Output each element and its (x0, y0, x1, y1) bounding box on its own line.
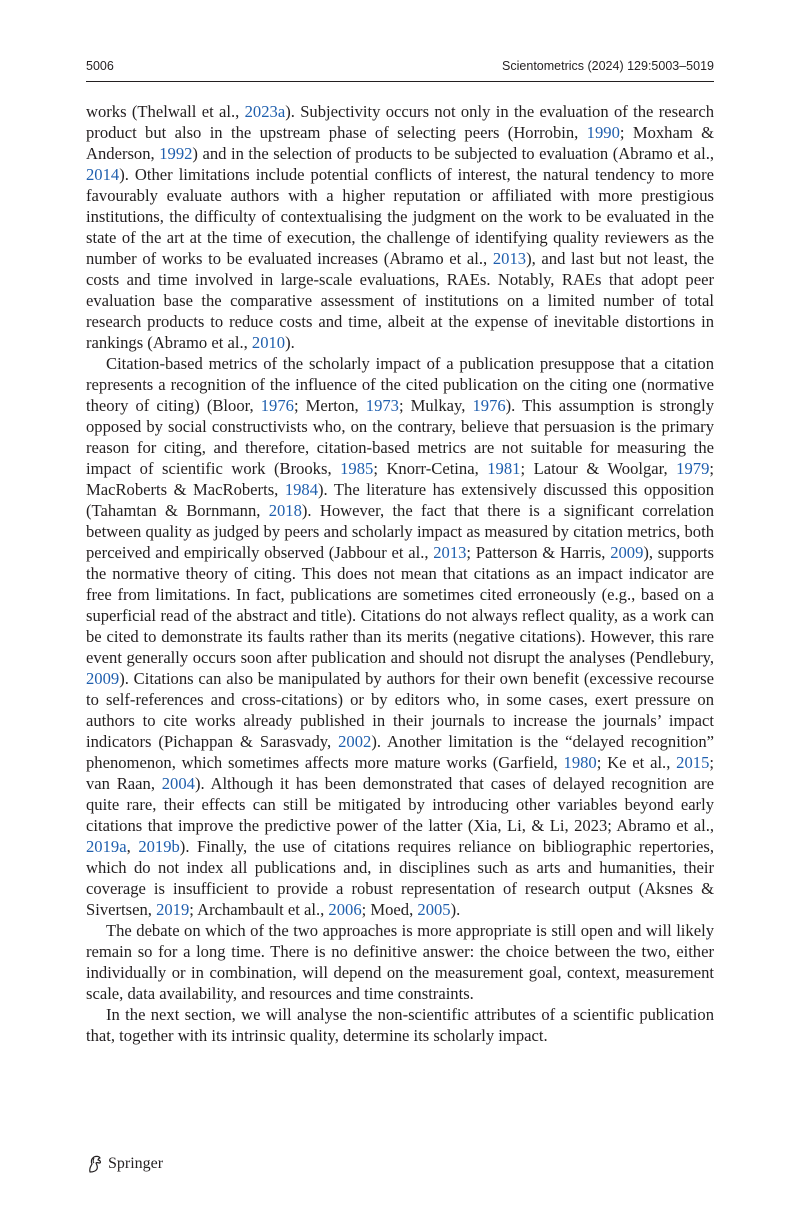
page-number: 5006 (86, 59, 114, 73)
citation-link[interactable]: 1990 (586, 123, 620, 142)
citation-link[interactable]: 1976 (472, 396, 506, 415)
citation-link[interactable]: 2006 (328, 900, 362, 919)
paragraph: Citation-based metrics of the scholarly impact of a publication presuppose that a citation represents a recognition of the influence of the cited publication on the citing one (normative theory of citing) (Bloor, 1976; Merton, 1973; Mulkay, 1976). This assumption is strongly opposed by social constructivists who, on the contrary, believe that persuasion is the primary reason for citing, and therefore, citation-based metrics are not suitable for measuring the impact of scientific work (Brooks, 1985; Knorr-Cetina, 1981; Latour & Woolgar, 1979; MacRoberts & MacRoberts, 1984). The literature has extensively discussed this opposition (Tahamtan & Bornmann, 2018). However, the fact that there is a significant correlation between quality as judged by peers and scholarly impact as measured by citation metrics, both perceived and empirically observed (Jabbour et al., 2013; Patterson & Harris, 2009), supports the normative theory of citing. This does not mean that citations as an impact indicator are free from limitations. In fact, publications are sometimes cited erroneously (e.g., based on a superficial read of the abstract and title). Citations do not always reflect quality, as a work can be cited to demonstrate its faults rather than its merits (negative citations). However, this rare event generally occurs soon after publication and should not disrupt the analyses (Pendlebury, 2009). Citations can also be manipulated by authors for their own benefit (excessive recourse to self-references and cross-citations) or by editors who, in some cases, exert pressure on authors to cite works already published in their journals to increase the journals’ impact indicators (Pichappan & Sarasvady, 2002). Another limitation is the “delayed recognition” phenomenon, which sometimes affects more mature works (Garfield, 1980; Ke et al., 2015; van Raan, 2004). Although it has been demonstrated that cases of delayed recognition are quite rare, their effects can still be mitigated by introducing other variables beyond early citations that improve the predictive power of the latter (Xia, Li, & Li, 2023; Abramo et al., 2019a, 2019b). Finally, the use of citations requires reliance on bibliographic repertories, which do not index all publications and, in disciplines such as arts and humanities, their coverage is insufficient to provide a robust representation of research output (Aksnes & Sivertsen, 2019; Archambault et al., 2006; Moed, 2005). (86, 354, 715, 919)
springer-horse-icon (86, 1154, 104, 1174)
citation-link[interactable]: 1976 (260, 396, 294, 415)
citation-link[interactable]: 2015 (676, 753, 710, 772)
paragraph: The debate on which of the two approaches is more appropriate is still open and will likely remain so for a long time. There is no definitive answer: the choice between the two, either individually or in combination, will depend on the measurement goal, context, measurement scale, data availability, and resources and time constraints. (86, 921, 714, 1003)
article-body (86, 101, 714, 1046)
citation-link[interactable]: 2019 (156, 900, 190, 919)
citation-link[interactable]: 2018 (268, 501, 302, 520)
paragraph: works (Thelwall et al., 2023a). Subjectivity occurs not only in the evaluation of the research product but also in the upstream phase of selecting peers (Horrobin, 1990; Moxham & Anderson, 1992) and in the selection of products to be subjected to evaluation (Abramo et al., 2014). Other limitations include potential conflicts of interest, the natural tendency to more favourably evaluate authors with a higher reputation or affiliated with more prestigious institutions, the difficulty of contextualising the judgment on the work to be evaluated in the state of the art at the time of execution, the challenge of identifying quality reviewers as the number of works to be evaluated increases (Abramo et al., 2013), and last but not least, the costs and time involved in large-scale evaluations, RAEs. Notably, RAEs that adopt peer evaluation base the comparative assessment of institutions on a limited number of total research products to reduce costs and time, albeit at the expense of inevitable distortions in rankings (Abramo et al., 2010). (86, 102, 715, 352)
citation-link[interactable]: 2013 (492, 249, 527, 268)
citation-link[interactable]: 2014 (86, 165, 120, 184)
journal-citation: Scientometrics (2024) 129:5003–5019 (502, 59, 714, 73)
citation-link[interactable]: 2009 (86, 669, 120, 688)
publisher-name: Springer (108, 1155, 164, 1172)
citation-link[interactable]: 2002 (338, 732, 372, 751)
header-rule (86, 81, 714, 82)
citation-link[interactable]: 1980 (563, 753, 597, 772)
citation-link[interactable]: 1992 (159, 144, 193, 163)
citation-link[interactable]: 1973 (365, 396, 399, 415)
citation-link[interactable]: 2023a (244, 102, 286, 121)
citation-link[interactable]: 2013 (433, 543, 467, 562)
citation-link[interactable]: 2019b (138, 837, 180, 856)
running-header (86, 59, 714, 79)
citation-link[interactable]: 2019a (86, 837, 127, 856)
citation-link[interactable]: 2005 (417, 900, 451, 919)
citation-link[interactable]: 1985 (340, 459, 374, 478)
citation-link[interactable]: 1981 (487, 459, 521, 478)
citation-link[interactable]: 1984 (284, 480, 318, 499)
citation-link[interactable]: 2010 (251, 333, 286, 352)
paragraph: In the next section, we will analyse the non-scientific attributes of a scientific publication that, together with its intrinsic quality, determine its scholarly impact. (86, 1005, 714, 1045)
citation-link[interactable]: 2004 (161, 774, 195, 793)
citation-link[interactable]: 1979 (676, 459, 710, 478)
citation-link[interactable]: 2009 (610, 543, 644, 562)
publisher-footer (86, 1153, 163, 1175)
